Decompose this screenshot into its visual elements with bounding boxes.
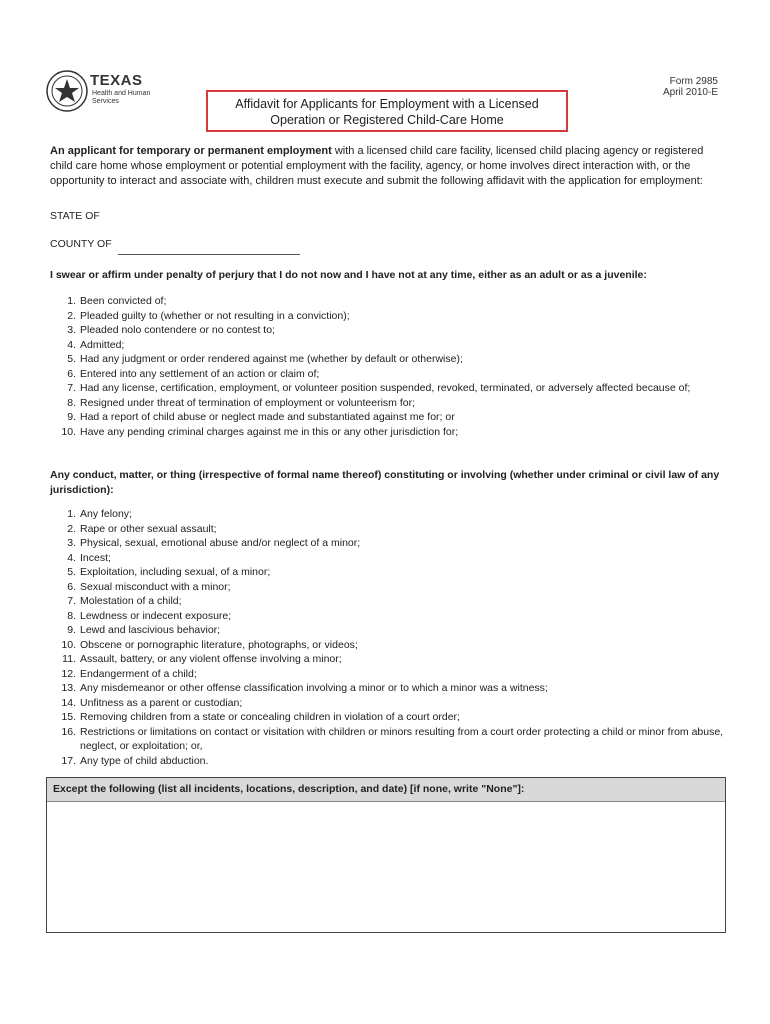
- list-item-text: Physical, sexual, emotional abuse and/or neglect of a minor;: [80, 537, 361, 549]
- logo-text: TEXAS: [90, 72, 143, 89]
- swear-heading: I swear or affirm under penalty of perjury that I do not now and I have not at any time, either as an adult or as a juvenile:: [50, 269, 647, 281]
- list-item-text: Entered into any settlement of an action or claim of;: [80, 367, 320, 380]
- intro-paragraph: [50, 144, 722, 189]
- list-item-text: Had any judgment or order rendered against me (whether by default or otherwise);: [80, 353, 463, 365]
- list-item-text: Resigned under threat of termination of employment or volunteerism for;: [80, 396, 416, 409]
- logo-subtext: Health and Human Services: [92, 90, 151, 105]
- swear-list: [54, 294, 724, 439]
- list-item-text: Been convicted of;: [80, 295, 167, 307]
- list-item-text: Exploitation, including sexual, of a minor;: [80, 566, 271, 578]
- form-number: Form 2985: [669, 76, 718, 87]
- list-item-number: 1.: [67, 295, 76, 307]
- list-item-text: Incest;: [80, 551, 111, 564]
- conduct-list: [54, 507, 724, 768]
- form-title: [206, 90, 568, 132]
- list-item-text: Any misdemeanor or other offense classification involving a minor or to which a minor was a witness;: [80, 682, 548, 694]
- list-item: [54, 536, 724, 551]
- list-item-number: 17.: [61, 754, 76, 767]
- list-item: [54, 381, 724, 396]
- list-item-text: Sexual misconduct with a minor;: [80, 580, 231, 593]
- list-item: [54, 696, 724, 711]
- list-item-number: 4.: [67, 338, 76, 351]
- list-item: [54, 710, 724, 725]
- list-item: [54, 396, 724, 411]
- list-item-number: 6.: [67, 580, 76, 593]
- list-item-text: Rape or other sexual assault;: [80, 522, 217, 535]
- list-item: [54, 410, 724, 425]
- list-item-text: Lewd and lascivious behavior;: [80, 624, 221, 636]
- list-item-number: 2.: [67, 309, 76, 322]
- list-item-text: Molestation of a child;: [80, 595, 182, 607]
- list-item-text: Restrictions or limitations on contact or visitation with children or minors resulting from a court order protecting a child or minor from abuse, neglect, or exploitation; or,: [80, 725, 724, 752]
- list-item: [54, 522, 724, 537]
- list-item: [54, 652, 724, 667]
- state-label: STATE OF: [50, 210, 100, 222]
- list-item: [54, 294, 724, 309]
- list-item: [54, 754, 724, 769]
- form-info: [663, 76, 718, 98]
- list-item: [54, 681, 724, 696]
- list-item-number: 10.: [61, 638, 76, 651]
- list-item: [54, 352, 724, 367]
- list-item: [54, 565, 724, 580]
- list-item-text: Any type of child abduction.: [80, 754, 209, 767]
- list-item-number: 5.: [67, 353, 76, 365]
- list-item-number: 2.: [67, 522, 76, 535]
- list-item-number: 7.: [67, 382, 76, 394]
- list-item: [54, 594, 724, 609]
- list-item-number: 15.: [61, 711, 76, 723]
- list-item: [54, 425, 724, 440]
- intro-text: with a licensed child care facility, licensed child placing agency or registered child care home whose employment or potential employment with the facility, agency, or home involves direct interaction with, or the opportunity to interact and associate with, children must execute and submit the following affidavit with the application for employment:: [50, 145, 704, 187]
- list-item-text: Have any pending criminal charges against me in this or any other jurisdiction for;: [80, 425, 459, 438]
- list-item: [54, 638, 724, 653]
- form-date: April 2010-E: [662, 87, 718, 98]
- conduct-heading: Any conduct, matter, or thing (irrespective of formal name thereof) constituting or involving (whether under criminal or civil law of any jurisdiction):: [50, 469, 720, 496]
- list-item-number: 9.: [67, 624, 76, 636]
- list-item: [54, 609, 724, 624]
- list-item-number: 8.: [67, 396, 76, 409]
- exception-heading: Except the following (list all incidents, locations, description, and date) [if none, write "None"]:: [47, 778, 725, 802]
- county-label: COUNTY OF: [50, 238, 112, 250]
- list-item-text: Admitted;: [80, 338, 125, 351]
- list-item: [54, 309, 724, 324]
- texas-hhs-logo: [46, 70, 166, 116]
- list-item: [54, 507, 724, 522]
- list-item-text: Pleaded guilty to (whether or not resulting in a conviction);: [80, 309, 350, 322]
- list-item-number: 6.: [67, 367, 76, 380]
- list-item-text: Assault, battery, or any violent offense involving a minor;: [80, 653, 342, 665]
- list-item: [54, 338, 724, 353]
- list-item-text: Had any license, certification, employment, or volunteer position suspended, revoked, terminated, or adversely affected because of;: [80, 382, 691, 394]
- list-item-number: 7.: [67, 595, 76, 607]
- list-item-text: Removing children from a state or concealing children in violation of a court order;: [80, 711, 460, 723]
- list-item-number: 8.: [67, 609, 76, 622]
- list-item-number: 13.: [61, 682, 76, 694]
- list-item-number: 3.: [67, 537, 76, 549]
- list-item-number: 9.: [67, 411, 76, 423]
- list-item-text: Obscene or pornographic literature, photographs, or videos;: [80, 638, 358, 651]
- list-item-number: 5.: [67, 566, 76, 578]
- exception-box[interactable]: [46, 777, 726, 933]
- texas-seal-icon: [46, 70, 88, 112]
- list-item-text: Lewdness or indecent exposure;: [80, 609, 232, 622]
- list-item-number: 1.: [67, 508, 76, 520]
- form-title-line2: Operation or Registered Child-Care Home: [270, 113, 504, 127]
- list-item: [54, 323, 724, 338]
- list-item-text: Endangerment of a child;: [80, 667, 197, 680]
- list-item: [54, 551, 724, 566]
- list-item-text: Unfitness as a parent or custodian;: [80, 696, 243, 709]
- list-item-text: Pleaded nolo contendere or no contest to;: [80, 324, 275, 336]
- list-item: [54, 667, 724, 682]
- list-item: [54, 725, 724, 754]
- list-item-number: 12.: [61, 667, 76, 680]
- list-item-number: 10.: [61, 425, 76, 438]
- list-item-text: Any felony;: [80, 508, 132, 520]
- county-field[interactable]: [118, 254, 300, 255]
- intro-lead: An applicant for temporary or permanent employment: [50, 145, 332, 157]
- list-item-number: 14.: [61, 696, 76, 709]
- list-item: [54, 623, 724, 638]
- list-item-number: 4.: [67, 551, 76, 564]
- list-item: [54, 367, 724, 382]
- form-title-line1: Affidavit for Applicants for Employment with a Licensed: [235, 97, 539, 111]
- list-item-number: 16.: [61, 725, 76, 738]
- list-item: [54, 580, 724, 595]
- list-item-text: Had a report of child abuse or neglect made and substantiated against me for; or: [80, 411, 455, 423]
- list-item-number: 11.: [62, 653, 76, 665]
- list-item-number: 3.: [67, 324, 76, 336]
